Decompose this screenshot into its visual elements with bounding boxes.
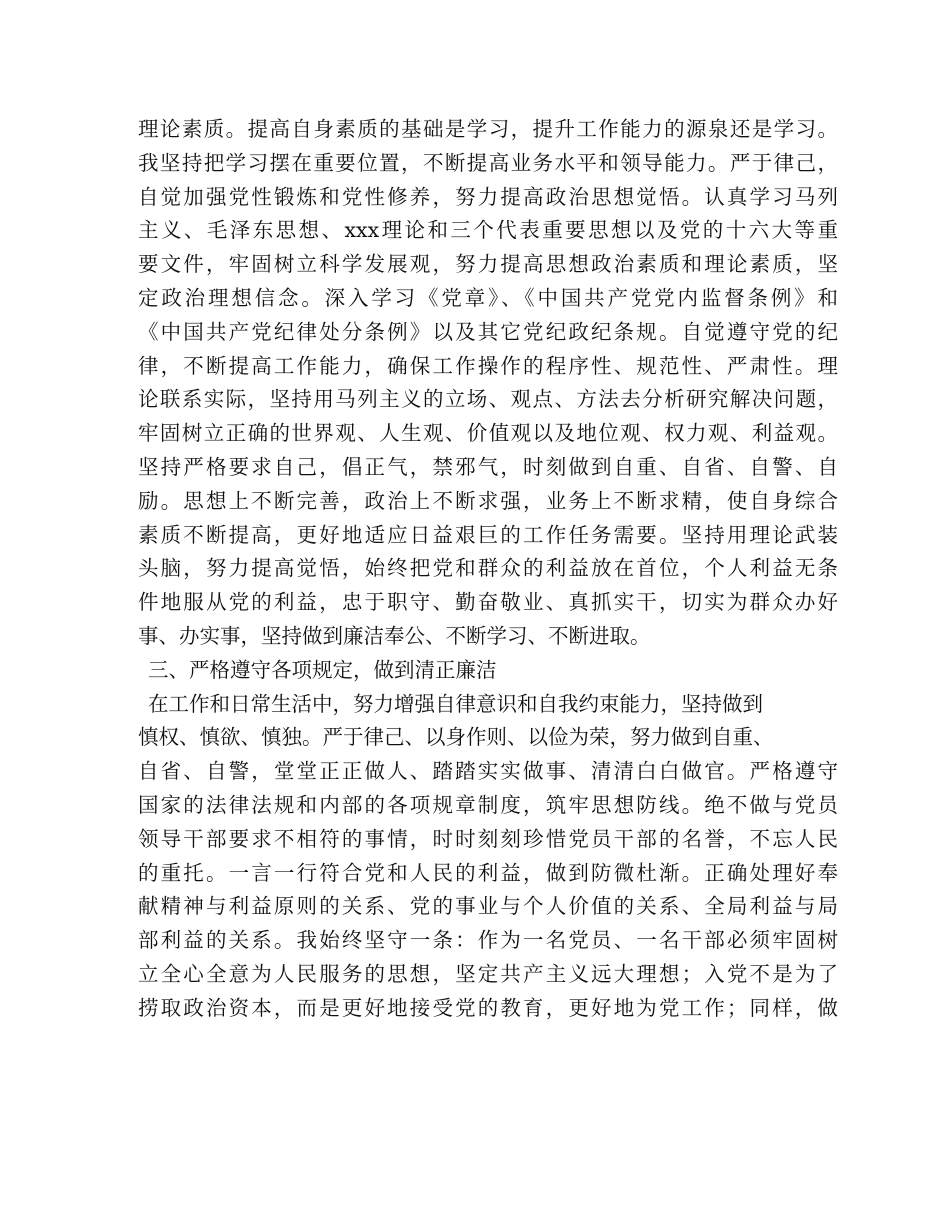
text-line: 定政治理想信念。深入学习《党章》、《中国共产党党内监督条例》和: [138, 285, 838, 310]
text-line: 捞取政治资本，而是更好地接受党的教育，更好地为党工作；同样，做: [138, 995, 838, 1020]
text-line: 主义、毛泽东思想、xxx理论和三个代表重要思想以及党的十六大等重: [138, 218, 838, 243]
text-line: 立全心全意为人民服务的思想，坚定共产主义远大理想；入党不是为了: [138, 961, 838, 986]
text-line: 献精神与利益原则的关系、党的事业与个人价值的关系、全局利益与局: [138, 894, 838, 919]
text-line: 在工作和日常生活中，努力增强自律意识和自我约束能力，坚持做到: [148, 691, 763, 716]
text-line: 领导干部要求不相符的事情，时时刻刻珍惜党员干部的名誉，不忘人民: [138, 826, 838, 851]
text-line: 励。思想上不断完善，政治上不断求强，业务上不断求精，使自身综合: [138, 488, 838, 513]
text-line: 件地服从党的利益，忠于职守、勤奋敬业、真抓实干，切实为群众办好: [138, 590, 838, 615]
text-line: 我坚持把学习摆在重要位置，不断提高业务水平和领导能力。严于律己，: [138, 150, 838, 175]
text-line: 事、办实事，坚持做到廉洁奉公、不断学习、不断进取。: [138, 623, 651, 648]
section-heading: 三、严格遵守各项规定，做到清正廉洁: [148, 657, 497, 682]
text-line: 论联系实际，坚持用马列主义的立场、观点、方法去分析研究解决问题，: [138, 387, 838, 412]
text-line: 坚持严格要求自己，倡正气，禁邪气，时刻做到自重、自省、自警、自: [138, 454, 838, 479]
text-line: 律，不断提高工作能力，确保工作操作的程序性、规范性、严肃性。理: [138, 353, 838, 378]
text-line: 《中国共产党纪律处分条例》以及其它党纪政纪条规。自觉遵守党的纪: [138, 319, 838, 344]
text-line: 要文件，牢固树立科学发展观，努力提高思想政治素质和理论素质，坚: [138, 252, 838, 277]
body-text: [138, 113, 838, 1026]
text-line: 部利益的关系。我始终坚守一条：作为一名党员、一名干部必须牢固树: [138, 928, 838, 953]
text-line: 理论素质。提高自身素质的基础是学习，提升工作能力的源泉还是学习。: [138, 117, 838, 141]
text-line: 的重托。一言一行符合党和人民的利益，做到防微杜渐。正确处理好奉: [138, 860, 838, 885]
text-line: 国家的法律法规和内部的各项规章制度，筑牢思想防线。绝不做与党员: [138, 792, 838, 817]
text-line: 慎权、慎欲、慎独。严于律己、以身作则、以俭为荣，努力做到自重、: [138, 725, 774, 750]
text-line: 头脑，努力提高觉悟，始终把党和群众的利益放在首位，个人利益无条: [138, 556, 838, 581]
text-line: 自觉加强党性锻炼和党性修养，努力提高政治思想觉悟。认真学习马列: [138, 184, 838, 209]
text-line: 牢固树立正确的世界观、人生观、价值观以及地位观、权力观、利益观。: [138, 421, 838, 446]
text-line: 素质不断提高，更好地适应日益艰巨的工作任务需要。坚持用理论武装: [138, 522, 838, 547]
text-line: 自省、自警，堂堂正正做人、踏踏实实做事、清清白白做官。严格遵守: [138, 759, 838, 784]
